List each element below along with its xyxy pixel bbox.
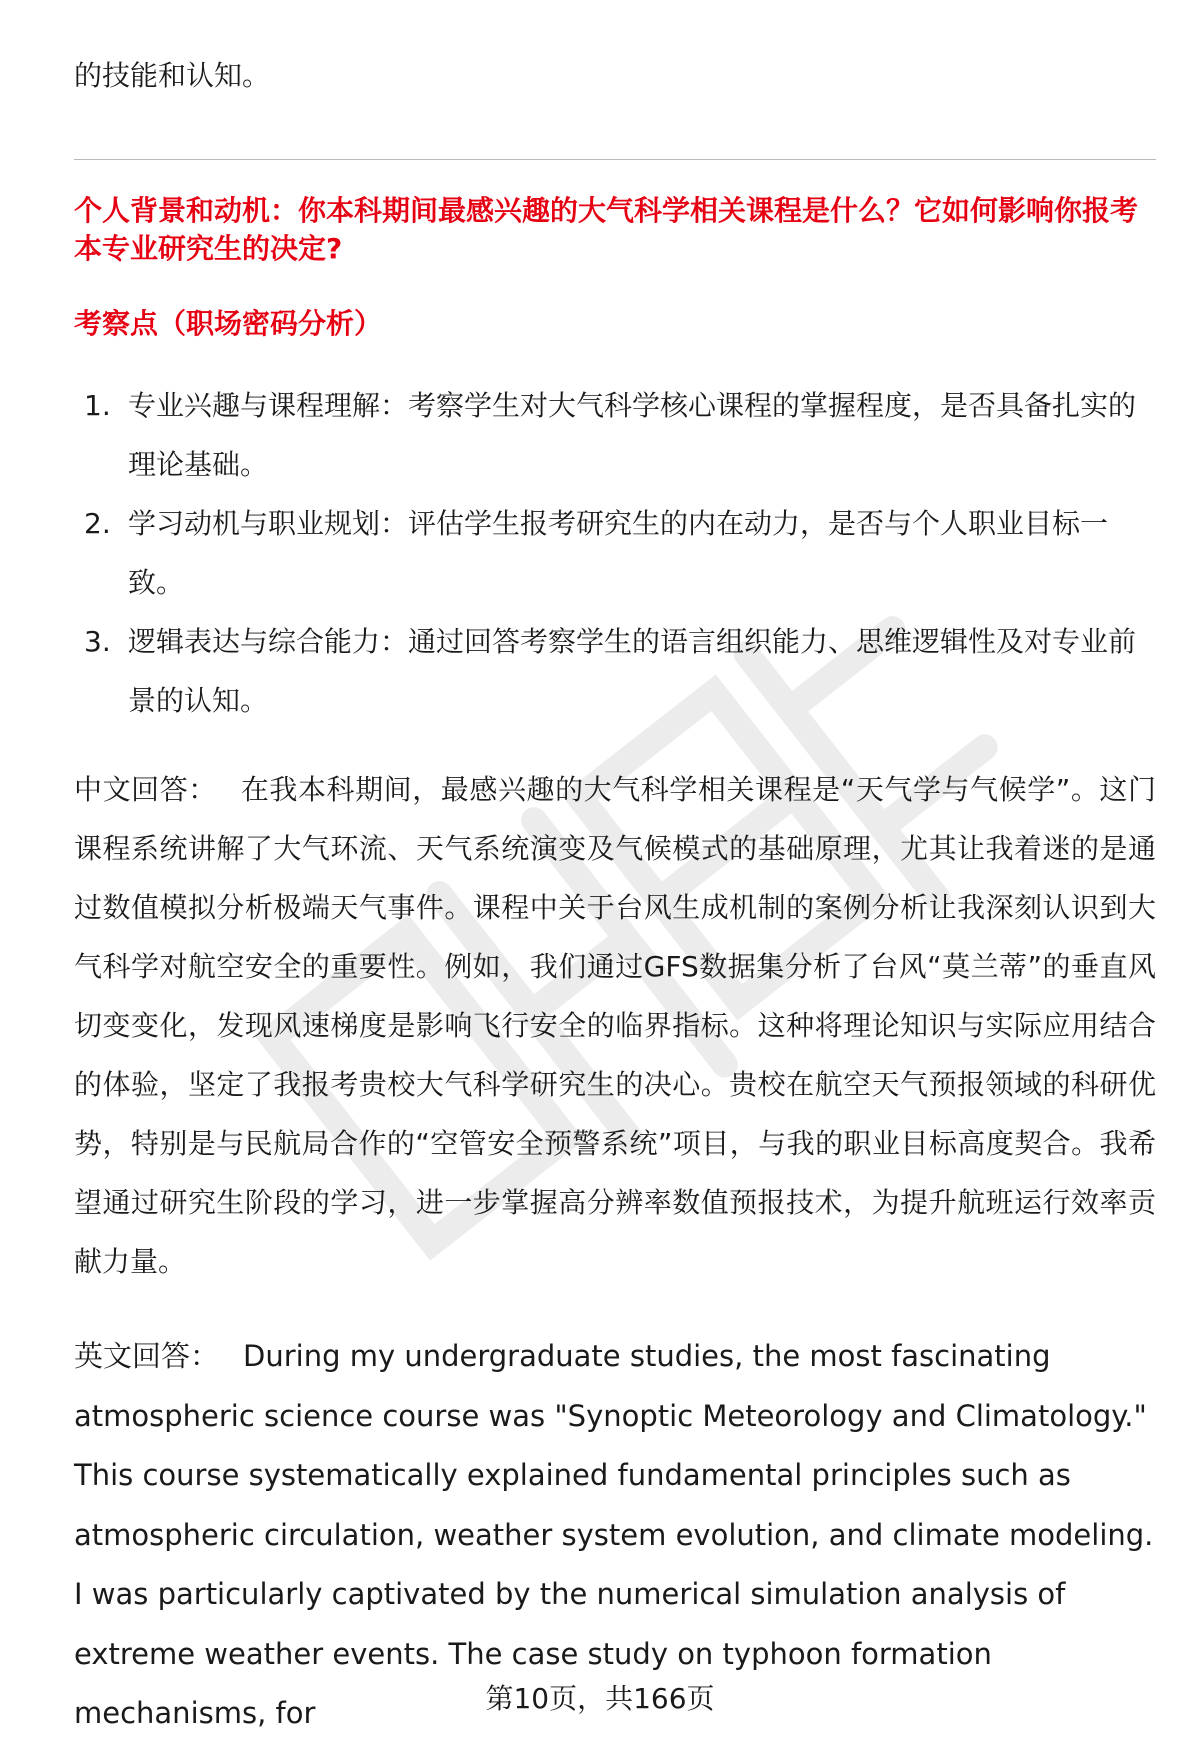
chinese-answer — [74, 760, 1156, 1291]
english-answer-text: During my undergraduate studies, the most fascinating atmospheric science course was "Synoptic Meteorology and Climatology." This course systematically explained fundamental principles such as atmospheric circulation, weather system evolution, and climate modeling. I was particularly captivated by the numerical simulation analysis of extreme weather events. The case study on typhoon formation mechanisms, for — [74, 1339, 1154, 1730]
assessment-heading: 考察点（职场密码分析） — [74, 307, 383, 340]
point-number: 2. — [84, 507, 111, 540]
point-text: 专业兴趣与课程理解：考察学生对大气科学核心课程的掌握程度，是否具备扎实的理论基础。 — [128, 389, 1137, 481]
document-page — [74, 0, 1156, 1755]
point-number: 3. — [84, 625, 111, 658]
english-answer-label: 英文回答： — [74, 1339, 220, 1373]
assessment-point — [74, 612, 1156, 730]
chinese-answer-label: 中文回答： — [74, 773, 217, 806]
assessment-point — [74, 376, 1156, 494]
point-text: 学习动机与职业规划：评估学生报考研究生的内在动力，是否与个人职业目标一致。 — [128, 507, 1109, 599]
chinese-answer-text: 在我本科期间，最感兴趣的大气科学相关课程是“天气学与气候学”。这门课程系统讲解了大气环流、天气系统演变及气候模式的基础原理，尤其让我着迷的是通过数值模拟分析极端天气事件。课程中关于台风生成机制的案例分析让我深刻认识到大气科学对航空安全的重要性。例如，我们通过GFS数据集分析了台风“莫兰蒂”的垂直风切变变化，发现风速梯度是影响飞行安全的临界指标。这种将理论知识与实际应用结合的体验，坚定了我报考贵校大气科学研究生的决心。贵校在航空天气预报领域的科研优势，特别是与民航局合作的“空管安全预警系统”项目，与我的职业目标高度契合。我希望通过研究生阶段的学习，进一步掌握高分辨率数值预报技术，为提升航班运行效率贡献力量。 — [74, 773, 1156, 1278]
question-heading: 个人背景和动机：你本科期间最感兴趣的大气科学相关课程是什么？它如何影响你报考本专业研究生的决定? — [74, 194, 1139, 265]
page-footer: 第10页，共166页 — [485, 1682, 715, 1715]
section-divider — [74, 159, 1156, 160]
point-text: 逻辑表达与综合能力：通过回答考察学生的语言组织能力、思维逻辑性及对专业前景的认知。 — [128, 625, 1137, 717]
assessment-point — [74, 494, 1156, 612]
lead-text: 的技能和认知。 — [74, 59, 271, 92]
point-number: 1. — [84, 389, 111, 422]
assessment-points-list — [74, 376, 1156, 730]
